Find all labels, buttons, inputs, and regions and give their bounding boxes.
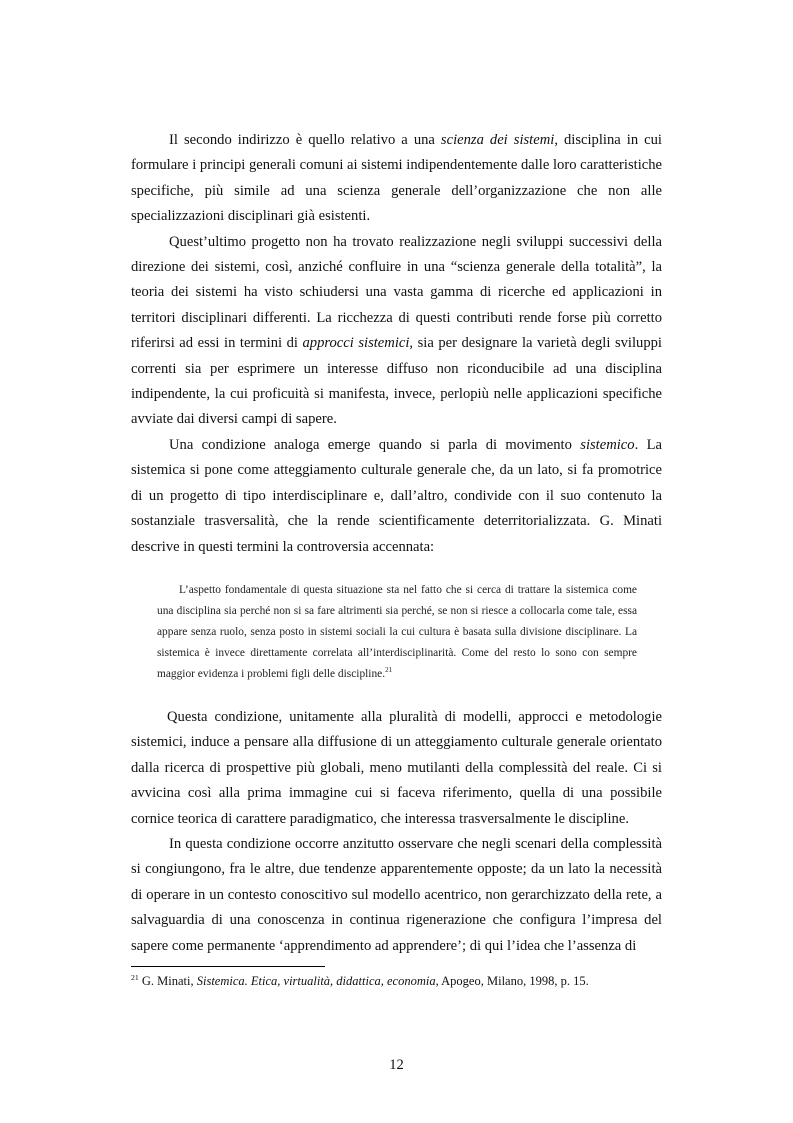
text-block-lower [131,705,662,959]
quote-text: L’aspetto fondamentale di questa situazione sta nel fatto che si cerca di trattare la sistemica come una disciplina sia perché non si sa fare altrimenti sia perché, se non si riesce a collocarla come tale, essa appare senza ruolo, senza posto in sistemi sociali la cui cultura è basata sulla divisione disciplinare. La sistemica è invece direttamente correlata all’interdisciplinarità. Come del resto lo sono con sempre maggior evidenza i problemi figli delle discipline.$^{21}$ [157,584,637,681]
footnote: $^{21}$ G. Minati, Sistemica. Etica, virtualità, didattica, economia, Apogeo, Milano, 1998, p. 15. [131,972,589,988]
paragraph-2: Quest’ultimo progetto non ha trovato realizzazione negli sviluppi successivi della direzione dei sistemi, così, anziché confluire in una “scienza generale della totalità”, la teoria dei sistemi ha visto schiudersi una vasta gamma di ricerche ed applicazioni in territori disciplinari differenti. La ricchezza di questi contributi rende forse più corretto riferirsi ad essi in termini di approcci sistemici, sia per designare la varietà degli sviluppi correnti sia per esprimere un interesse diffuso non riconducibile ad una disciplina indipendente, la cui proficuità si manifesta, invece, perlopiù nelle applicazioni specifiche avviate dai diversi campi di sapere. [131,233,662,428]
paragraph-1: Il secondo indirizzo è quello relativo a una scienza dei sistemi, disciplina in cui formulare i principi generali comuni ai sistemi indipendentemente dalle loro caratteristiche specifiche, più simile ad una scienza generale dell’organizzazione che non alle specializzazioni disciplinari già esistenti. [131,132,662,225]
page-number: 12 [389,1057,404,1073]
footnote-number: 21 [131,972,139,982]
paragraph-5: In questa condizione occorre anzitutto osservare che negli scenari della complessità si congiungono, fra le altre, due tendenze apparentemente opposte; da un lato la necessità di operare in un contesto conoscitivo sul modello acentrico, non gerarchizzato della rete, a salvaguardia di una conoscenza in continua rigenerazione che configura l’impresa del sapere come permanente ‘apprendimento ad apprendere’; di qui l’idea che l’assenza di [131,836,662,954]
paragraph-4: Questa condizione, unitamente alla pluralità di modelli, approcci e metodologie sistemici, induce a pensare alla diffusione di un atteggiamento culturale generale orientato dalla ricerca di prospettive più globali, meno mutilanti della complessità del reale. Ci si avvicina così alla prima immagine cui si faceva riferimento, quella di una possibile cornice teorica di carattere paradigmatico, che interessa trasversalmente le discipline. [131,709,662,827]
footnote-ref: 21 [385,666,393,675]
block-quote [157,580,637,685]
footnote-title: Sistemica. Etica, virtualità, didattica, economia [196,974,436,988]
footnote-separator [131,966,325,967]
paragraph-3: Una condizione analoga emerge quando si parla di movimento sistemico. La sistemica si pone come atteggiamento culturale generale che, da un lato, si fa promotrice di un progetto di tipo interdisciplinare e, dall’altro, condivide con il suo contenuto la sostanziale trasversalità, che la rende scientificamente deterritorializzata. G. Minati descrive in questi termini la controversia accennata: [131,436,662,555]
text-block-upper [131,128,662,560]
